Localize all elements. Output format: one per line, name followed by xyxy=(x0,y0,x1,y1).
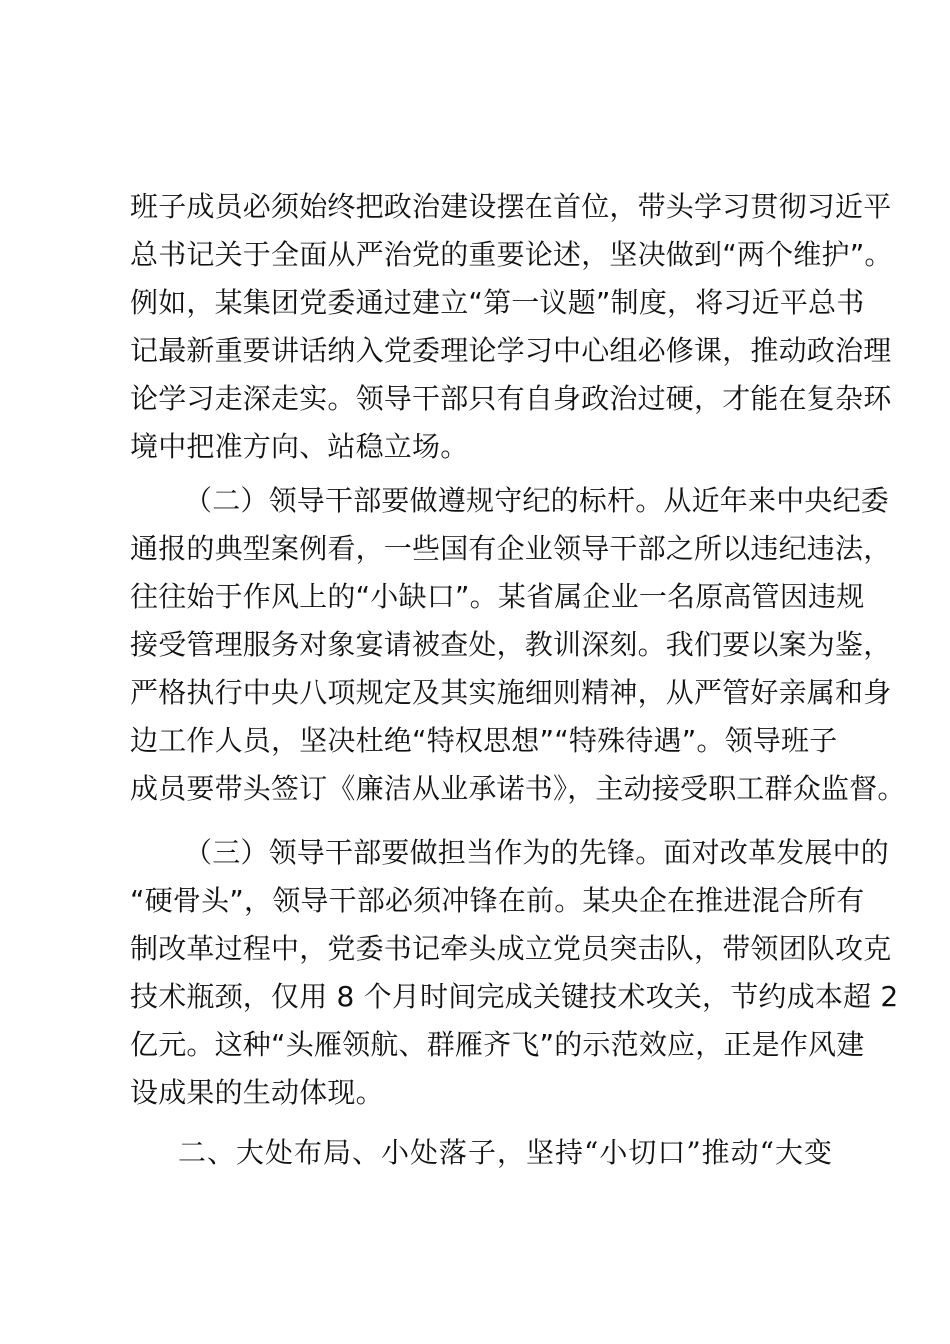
paragraph-line: “硬骨头”，领导干部必须冲锋在前。某央企在推进混合所有 xyxy=(130,884,865,917)
paragraph-line: （二）领导干部要做遵规守纪的标杆。从近年来中央纪委 xyxy=(184,484,890,517)
paragraph-line: 例如，某集团党委通过建立“第一议题”制度，将习近平总书 xyxy=(130,286,865,319)
paragraph-line: 论学习走深走实。领导干部只有自身政治过硬，才能在复杂环 xyxy=(130,382,892,415)
paragraph-line: 设成果的生动体现。 xyxy=(130,1076,384,1109)
paragraph-line: 境中把准方向、站稳立场。 xyxy=(130,430,469,463)
paragraph-line: 严格执行中央八项规定及其实施细则精神，从严管好亲属和身 xyxy=(130,676,892,709)
paragraph-line: 班子成员必须始终把政治建设摆在首位，带头学习贯彻习近平 xyxy=(130,190,892,223)
paragraph-line: 边工作人员，坚决杜绝“特权思想”“特殊待遇”。领导班子 xyxy=(130,724,838,757)
paragraph-line: 通报的典型案例看，一些国有企业领导干部之所以违纪违法， xyxy=(130,532,892,565)
paragraph-line: 记最新重要讲话纳入党委理论学习中心组必修课，推动政治理 xyxy=(130,334,892,367)
section-heading: 二、大处布局、小处落子，坚持“小切口”推动“大变 xyxy=(178,1136,833,1169)
paragraph-line: 制改革过程中，党委书记牵头成立党员突击队，带领团队攻克 xyxy=(130,932,892,965)
paragraph-line: （三）领导干部要做担当作为的先锋。面对改革发展中的 xyxy=(184,836,890,869)
paragraph-line: 往往始于作风上的“小缺口”。某省属企业一名原高管因违规 xyxy=(130,580,865,613)
paragraph-line: 成员要带头签订《廉洁从业承诺书》，主动接受职工群众监督。 xyxy=(130,772,906,805)
paragraph-line: 亿元。这种“头雁领航、群雁齐飞”的示范效应，正是作风建 xyxy=(130,1028,865,1061)
paragraph-line: 接受管理服务对象宴请被查处，教训深刻。我们要以案为鉴， xyxy=(130,628,892,661)
paragraph-line: 技术瓶颈，仅用 8 个月时间完成关键技术攻关，节约成本超 2 xyxy=(130,980,899,1013)
paragraph-line: 总书记关于全面从严治党的重要论述，坚决做到“两个维护”。 xyxy=(130,238,893,271)
